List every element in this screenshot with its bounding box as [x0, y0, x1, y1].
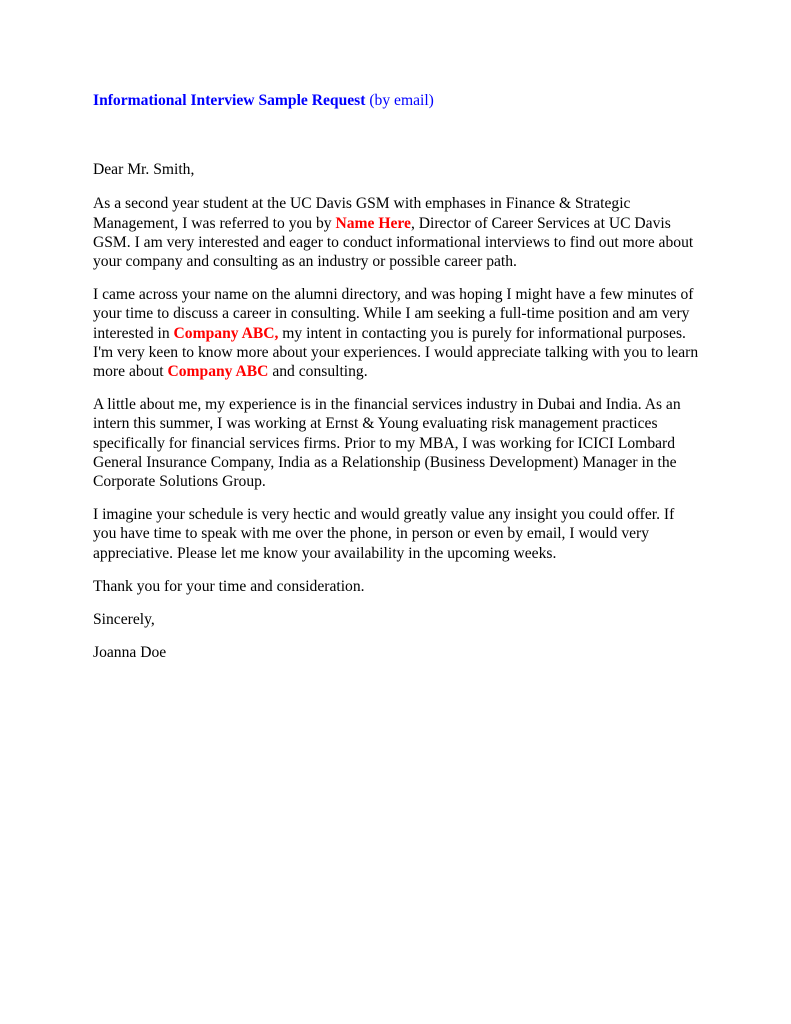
paragraph-purpose [93, 285, 705, 381]
document-title [93, 91, 705, 110]
paragraph-line: your time to discuss a career in consulting. While I am seeking a full-time position and am very [93, 305, 690, 323]
document-page [93, 91, 705, 662]
paragraph-line [93, 324, 705, 343]
paragraph-line: I'm very keen to know more about your experiences. I would appreciate talking with you to learn [93, 343, 699, 361]
signature: Joanna Doe [93, 644, 167, 662]
text-segment: , Director of Career Services at UC Davis [410, 214, 671, 232]
title-suffix: (by email) [365, 92, 434, 109]
salutation: Dear Mr. Smith, [93, 161, 195, 179]
paragraph-line: appreciative. Please let me know your availability in the upcoming weeks. [93, 544, 557, 562]
paragraph-line: you have time to speak with me over the phone, in person or even by email, I would very [93, 525, 650, 543]
text-segment: interested in [93, 324, 174, 342]
paragraph-line: I came across your name on the alumni directory, and was hoping I might have a few minutes of [93, 286, 694, 304]
paragraph-line: intern this summer, I was working at Ernst & Young evaluating risk management practices [93, 415, 658, 433]
paragraph-line: specifically for financial services firms. Prior to my MBA, I was working for ICICI Lombard [93, 434, 676, 452]
paragraph-line [93, 362, 705, 381]
paragraph-line: GSM. I am very interested and eager to conduct informational interviews to find out more about [93, 233, 694, 251]
company-name-placeholder: Company ABC [167, 363, 269, 381]
title-main: Informational Interview Sample Request [93, 92, 366, 109]
paragraph-line: A little about me, my experience is in the financial services industry in Dubai and India. As an [93, 396, 681, 414]
paragraph-background [93, 395, 705, 491]
paragraph-line: I imagine your schedule is very hectic and would greatly value any insight you could offer. If [93, 506, 675, 524]
paragraph-intro [93, 194, 705, 271]
text-segment: and consulting. [268, 363, 368, 381]
paragraph-line: your company and consulting as an industry or possible career path. [93, 253, 517, 271]
text-segment: Management, I was referred to you by [93, 214, 336, 232]
text-segment: more about [93, 363, 168, 381]
company-name-placeholder: Company ABC, [173, 324, 279, 342]
text-segment: my intent in contacting you is purely for informational purposes. [278, 324, 686, 342]
paragraph-thanks: Thank you for your time and consideration. [93, 577, 365, 595]
paragraph-line: General Insurance Company, India as a Relationship (Business Development) Manager in the [93, 453, 677, 471]
paragraph-line: As a second year student at the UC Davis GSM with emphases in Finance & Strategic [93, 195, 631, 213]
paragraph-line: Corporate Solutions Group. [93, 473, 266, 491]
paragraph-request [93, 505, 705, 563]
paragraph-line [93, 214, 705, 233]
referrer-name-placeholder: Name Here [335, 214, 411, 232]
closing: Sincerely, [93, 611, 155, 629]
